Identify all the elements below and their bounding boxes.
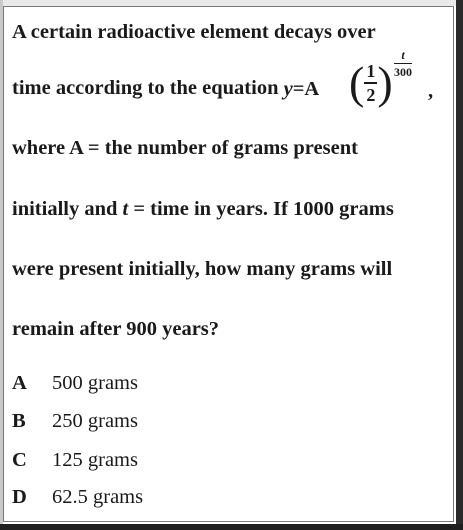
exponent-bar	[394, 63, 412, 64]
choice-a[interactable]	[12, 371, 138, 395]
question-line-3: where A = the number of grams present	[12, 137, 358, 159]
fraction-numerator: 1	[366, 61, 376, 81]
left-paren: (	[349, 57, 365, 108]
question-line-2-text: time according to the equation	[12, 77, 279, 99]
equation-coefficient: A	[304, 78, 320, 101]
choice-letter: C	[12, 449, 27, 471]
fraction-denominator: 2	[366, 85, 376, 105]
right-paren: )	[377, 57, 393, 108]
choice-letter: D	[12, 486, 27, 508]
question-line-1: A certain radioactive element decays over	[12, 21, 376, 43]
choice-b[interactable]	[12, 409, 138, 433]
choice-text: 62.5 grams	[52, 486, 144, 508]
question-line-2	[12, 76, 319, 101]
choice-letter: B	[12, 410, 26, 432]
question-line-6: remain after 900 years?	[12, 318, 220, 340]
question-line-4	[12, 197, 394, 221]
exponent-denominator: 300	[394, 65, 412, 79]
choice-letter: A	[12, 372, 27, 394]
equation-y: y	[283, 78, 293, 101]
exponent-fraction	[394, 49, 412, 78]
exponent-numerator: t	[401, 48, 405, 62]
variable-t: t	[122, 198, 129, 220]
base-fraction	[364, 62, 377, 104]
bottom-margin-strip	[0, 524, 463, 530]
right-margin-strip	[456, 0, 463, 530]
question-line-4-rest: = time in years. If 1000 grams	[133, 198, 394, 220]
equation-trailing-comma: ,	[428, 80, 434, 102]
question-line-4-text: initially and	[12, 198, 118, 220]
choice-c[interactable]	[12, 448, 138, 472]
choice-d[interactable]	[12, 485, 143, 509]
equation-power	[349, 57, 393, 108]
choice-text: 250 grams	[52, 410, 138, 432]
decay-equation	[284, 77, 320, 101]
fraction-bar	[364, 82, 377, 84]
question-line-5: were present initially, how many grams will	[12, 258, 393, 280]
choice-text: 500 grams	[52, 372, 138, 394]
choice-text: 125 grams	[52, 449, 138, 471]
equation-equals: =	[292, 78, 305, 101]
